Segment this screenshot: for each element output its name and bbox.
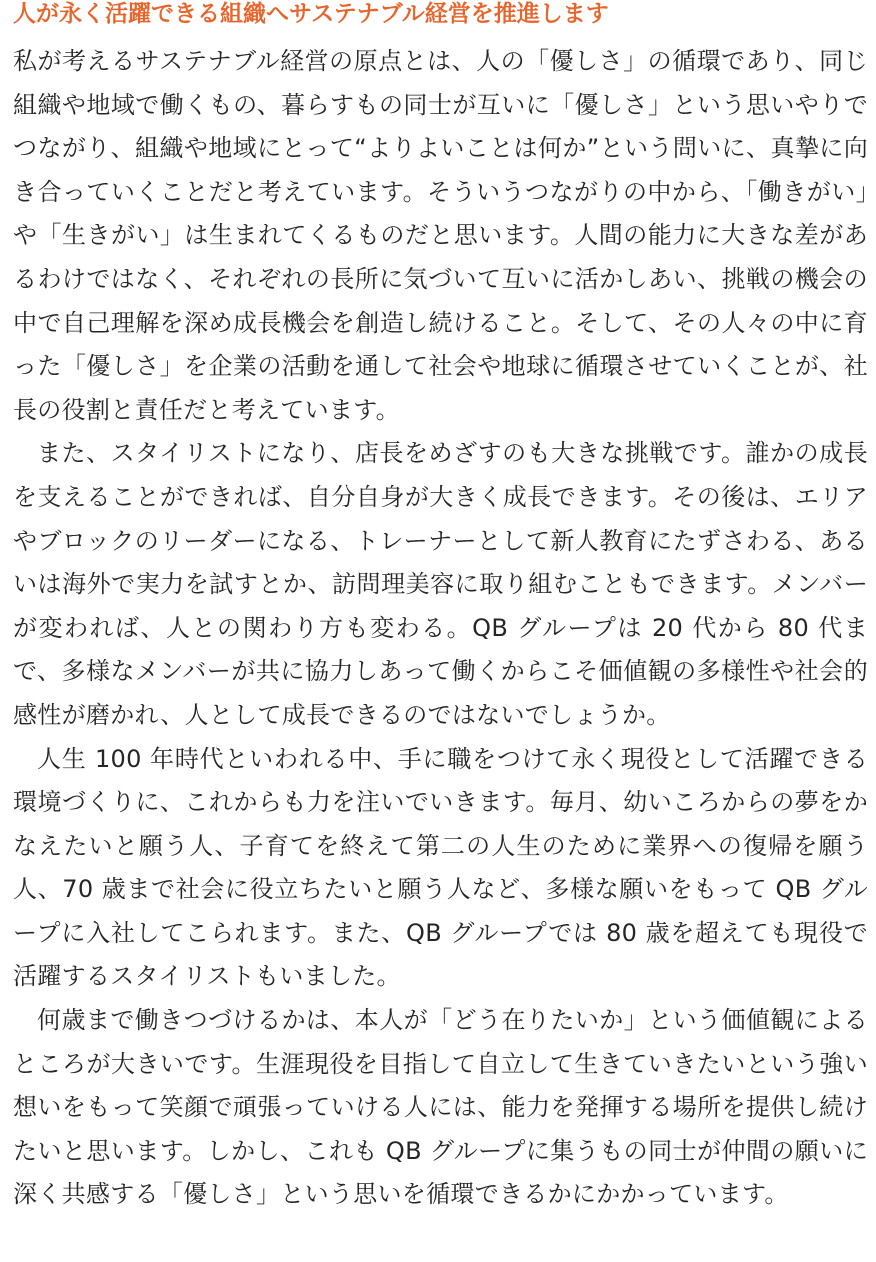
- paragraph-4: 何歳まで働きつづけるかは、本人が「どう在りたいか」という価値観によるところが大きいです。生涯現役を目指して自立して生きていきたいという強い想いをもって笑顔で頑張っていける人には、能力を発揮する場所を提供し続けたいと思います。しかし、これも QB グループに集うもの同士が仲間の願いに深く共感する「優しさ」という思いを循環できるかにかかっています。: [13, 1006, 868, 1209]
- paragraph-3: 人生 100 年時代といわれる中、手に職をつけて永く現役として活躍できる環境づくりに、これからも力を注いでいきます。毎月、幼いころからの夢をかなえたいと願う人、子育てを終えて第二の人生のために業界への復帰を願う人、70 歳まで社会に役立ちたいと願う人など、多様な願いをもって QB グループに入社してこられます。また、QB グループでは 80 歳を超えても現役で活躍するスタイリストもいました。: [13, 744, 868, 991]
- paragraph-1: 私が考えるサステナブル経営の原点とは、人の「優しさ」の循環であり、同じ組織や地域で働くもの、暮らすもの同士が互いに「優しさ」という思いやりでつながり、組織や地域にとって“よりよいことは何か”という問いに、真摯に向き合っていくことだと考えています。そういうつながりの中から、「働きがい」や「生きがい」は生まれてくるものだと思います。人間の能力に大きな差があるわけではなく、それぞれの長所に気づいて互いに活かしあい、挑戦の機会の中で自己理解を深め成長機会を創造し続けること。そして、その人々の中に育った「優しさ」を企業の活動を通して社会や地球に循環させていくことが、社長の役割と責任だと考えています。: [13, 47, 868, 424]
- article-heading: 人が永く活躍できる組織へサステナブル経営を推進します: [13, 1, 609, 27]
- paragraph-2: また、スタイリストになり、店長をめざすのも大きな挑戦です。誰かの成長を支えることができれば、自分自身が大きく成長できます。その後は、エリアやブロックのリーダーになる、トレーナーとして新人教育にたずさわる、あるいは海外で実力を試すとか、訪問理美容に取り組むこともできます。メンバーが変われば、人との関わり方も変わる。QB グループは 20 代から 80 代まで、多様なメンバーが共に協力しあって働くからこそ価値観の多様性や社会的感性が磨かれ、人として成長できるのではないでしょうか。: [13, 439, 868, 729]
